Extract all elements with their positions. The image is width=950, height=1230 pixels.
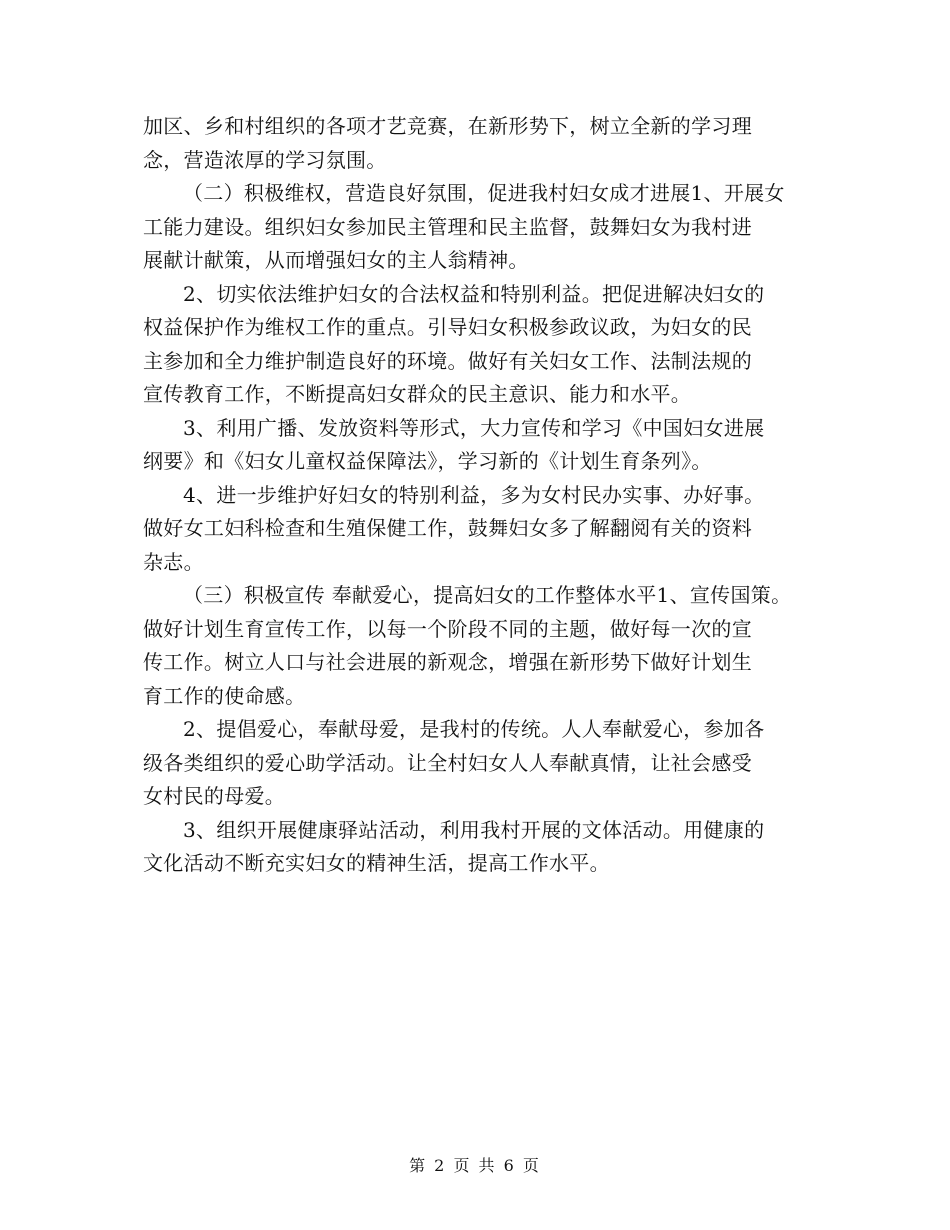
document-body bbox=[143, 110, 823, 881]
page-number: 第 2 页 共 6 页 bbox=[409, 1156, 541, 1175]
text-line: （三）积极宣传 奉献爱心，提高妇女的工作整体水平1、宣传国策。 bbox=[183, 583, 792, 607]
text-line: 展献计献策，从而增强妇女的主人翁精神。 bbox=[143, 248, 529, 272]
text-line: 2、提倡爱心，奉献母爱，是我村的传统。人人奉献爱心，参加各 bbox=[183, 717, 765, 741]
text-line: 2、切实依法维护妇女的合法权益和特别利益。把促进解决妇女的 bbox=[183, 281, 765, 306]
text-line: 权益保护作为维权工作的重点。引导妇女积极参政议政，为妇女的民 bbox=[143, 315, 752, 339]
text-line: 文化活动不断充实妇女的精神生活，提高工作水平。 bbox=[143, 851, 610, 875]
text-line: 做好计划生育宣传工作，以每一个阶段不同的主题，做好每一次的宣 bbox=[143, 616, 752, 641]
text-line: 念，营造浓厚的学习氛围。 bbox=[143, 147, 387, 172]
text-line: 4、进一步维护好妇女的特别利益，多为女村民办实事、办好事。 bbox=[183, 482, 765, 507]
text-line: （二）积极维权，营造良好氛围，促进我村妇女成才进展1、开展女 bbox=[183, 181, 785, 205]
text-line: 传工作。树立人口与社会进展的新观念，增强在新形势下做好计划生 bbox=[143, 650, 752, 674]
text-line: 主参加和全力维护制造良好的环境。做好有关妇女工作、法制法规的 bbox=[143, 348, 752, 373]
text-line: 3、组织开展健康驿站活动，利用我村开展的文体活动。用健康的 bbox=[183, 817, 765, 842]
text-line: 女村民的母爱。 bbox=[143, 784, 286, 808]
text-line: 3、利用广播、发放资料等形式，大力宣传和学习《中国妇女进展 bbox=[183, 415, 765, 440]
text-line: 宣传教育工作，不断提高妇女群众的民主意识、能力和水平。 bbox=[143, 382, 692, 406]
text-line: 纲要》和《妇女儿童权益保障法》，学习新的《计划生育条列》。 bbox=[143, 449, 712, 473]
text-line: 工能力建设。组织妇女参加民主管理和民主监督，鼓舞妇女为我村进 bbox=[143, 214, 752, 239]
text-line: 加区、乡和村组织的各项才艺竞赛，在新形势下，树立全新的学习理 bbox=[143, 114, 752, 138]
text-line: 育工作的使命感。 bbox=[143, 683, 306, 708]
text-line: 级各类组织的爱心助学活动。让全村妇女人人奉献真情，让社会感受 bbox=[143, 750, 752, 775]
text-line: 做好女工妇科检查和生殖保健工作，鼓舞妇女多了解翻阅有关的资料 bbox=[143, 516, 752, 540]
text-line: 杂志。 bbox=[143, 549, 204, 574]
